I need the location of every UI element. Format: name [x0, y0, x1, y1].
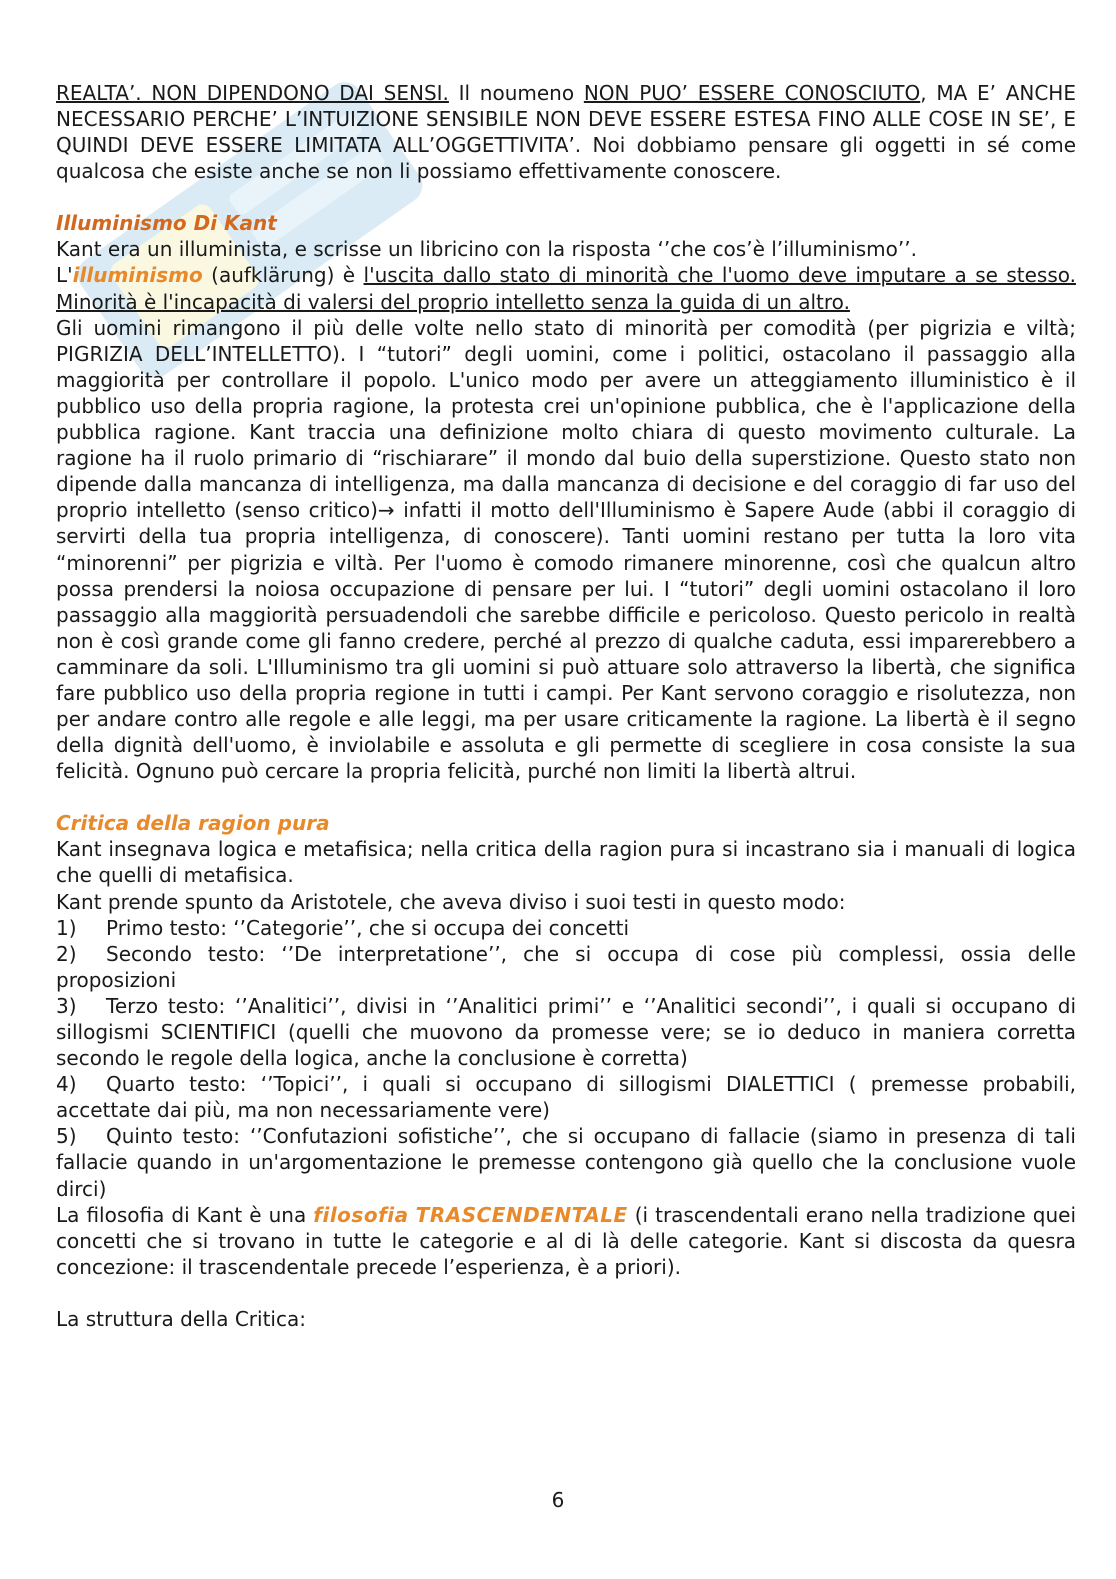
list-item: 3) Terzo testo: ‘’Analitici’’, divisi in ‘’Analitici primi’’ e ‘’Analitici secondi’’, i quali si occupano di sillogismi SCIENTIFICI (quelli che muovono da promesse vere; se io deduco in maniera corretta secondo le regole della logica, anche la conclusione è corretta) — [56, 993, 1076, 1071]
paragraph-body-illuminismo: Gli uomini rimangono il più delle volte nello stato di minorità per comodità (per pigrizia e viltà; PIGRIZIA DELL’INTELLETTO). I “tutori” degli uomini, come i politici, ostacolano il passaggio alla maggiorità per controllare il popolo. L'unico modo per avere un atteggiamento illuministico è il pubblico uso della propria ragione, la protesta crei un'opinione pubblica, che è l'applicazione della pubblica ragione. Kant traccia una definizione molto chiara di questo movimento culturale. La ragione ha il ruolo primario di “rischiarare” il mondo dal buio della superstizione. Questo stato non dipende dalla mancanza di intelligenza, ma dalla mancanza di decisione e del coraggio di far uso del proprio intelletto (senso critico)→ infatti il motto dell'Illuminismo è Sapere Aude (abbi il coraggio di servirti della tua propria intelligenza, di conoscere). Tanti uomini restano per tutta la loro vita “minorenni” per pigrizia e viltà. Per l'uomo è comodo rimanere minorenne, così che qualcun altro possa prendersi la noiosa occupazione di pensare per lui. I “tutori” degli uomini ostacolano il loro passaggio alla maggiorità persuadendoli che sarebbe difficile e pericoloso. Questo pericolo in realtà non è così grande come gli fanno credere, perché al prezzo di qualche caduta, essi imparerebbero a camminare da soli. L'Illuminismo tra gli uomini si può attuare solo attraverso la libertà, che significa fare pubblico uso della propria regione in tutti i campi. Per Kant servono coraggio e risolutezza, non per andare contro alle regole e alle leggi, ma per usare criticamente la ragione. La libertà è il segno della dignità dell'uomo, è inviolabile e assoluta e gli permette di scegliere in cosa consiste la sua felicità. Ognuno può cercare la propria felicità, purché non limiti la libertà altrui. — [56, 315, 1076, 784]
list-item: 5) Quinto testo: ‘’Confutazioni sofistiche’’, che si occupano di fallacie (siamo in presenza di tali fallacie quando in un'argomentazione le premesse contengono già quello che la conclusione vuole dirci) — [56, 1124, 1076, 1201]
paragraph-trascendentale: La filosofia di Kant è una filosofia TRASCENDENTALE (i trascendentali erano nella tradizione quei concetti che si trovano in tutte le categorie e al di là delle categorie. Kant si discosta da quesra concezione: il trascendentale precede l’esperienza, è a priori). — [56, 1202, 1076, 1279]
underlined-definition: l'uscita dallo stato di minorità che l'uomo deve imputare a se stesso. Minorità è l'incapacità di valersi del proprio intelletto senza la guida di un altro. — [56, 263, 1076, 314]
section-heading-critica: Critica della ragion pura — [56, 811, 330, 836]
paragraph-intro-critica: Kant insegnava logica e metafisica; nella critica della ragion pura si incastrano sia i manuali di logica che quelli di metafisica. — [56, 837, 1076, 888]
paragraph-noumeno: REALTA’. NON DIPENDONO DAI SENSI. Il noumeno NON PUO’ ESSERE CONOSCIUTO, MA E’ ANCHE NECESSARIO PERCHE’ L’INTUIZIONE SENSIBILE NON DEVE ESSERE ESTESA FINO ALLE COSE IN SE’, E QUINDI DEVE ESSERE LIMITATA ALL’OGGETTIVITA’. Noi dobbiamo pensare gli oggetti in sé come qualcosa che esiste anche se non li possiamo effettivamente conoscere. — [56, 81, 1076, 184]
section-heading-illuminismo: Illuminismo Di Kant — [56, 211, 277, 236]
highlighted-term: filosofia — [313, 1202, 409, 1227]
underlined-text: NON PUO’ ESSERE CONOSCIUTO — [583, 81, 921, 105]
highlighted-term: TRASCENDENTALE — [415, 1202, 628, 1227]
document-page — [56, 80, 1076, 1332]
page-number: 6 — [551, 1488, 565, 1512]
list-item: 4) Quarto testo: ‘’Topici’’, i quali si occupano di sillogismi DIALETTICI ( premesse probabili, accettate dai più, ma non necessariamente vere) — [56, 1072, 1076, 1123]
list-item: 1) Primo testo: ‘’Categorie’’, che si occupa dei concetti — [56, 915, 630, 940]
paragraph-struttura: La struttura della Critica: — [56, 1306, 306, 1331]
paragraph-aristotele: Kant prende spunto da Aristotele, che aveva diviso i suoi testi in questo modo: — [56, 889, 846, 914]
paragraph-intro-illuminismo: Kant era un illuminista, e scrisse un libricino con la risposta ‘’che cos’è l’illuminismo’’. — [56, 237, 917, 262]
paragraph-definition: L'illuminismo (aufklärung) è l'uscita dallo stato di minorità che l'uomo deve imputare a se stesso. Minorità è l'incapacità di valersi del proprio intelletto senza la guida di un altro. — [56, 263, 1076, 314]
underlined-text: REALTA’. NON DIPENDONO DAI SENSI. — [56, 81, 449, 105]
list-item: 2) Secondo testo: ‘’De interpretatione’’, che si occupa di cose più complessi, ossia delle proposizioni — [56, 941, 1076, 992]
highlighted-term: illuminismo — [72, 263, 203, 288]
